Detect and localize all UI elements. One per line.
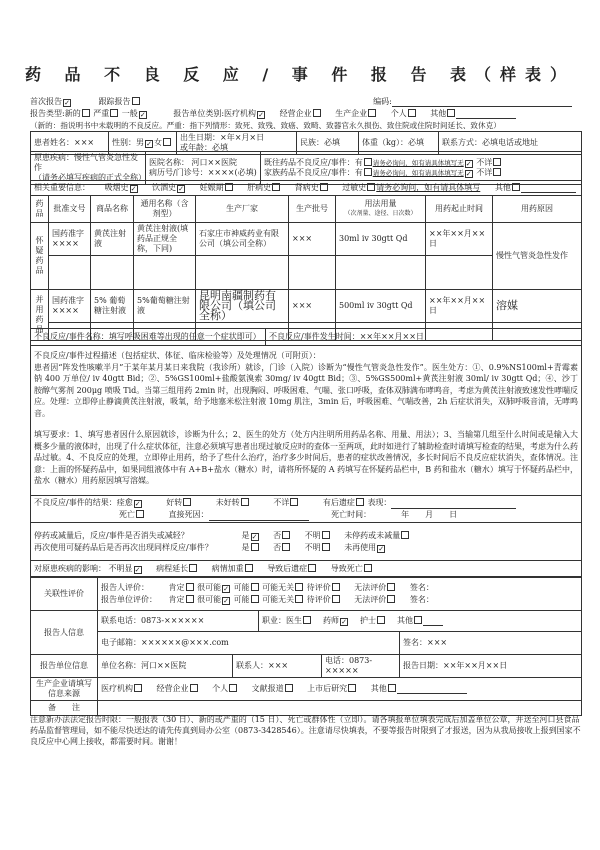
opt-possible: 可能 [233, 595, 250, 604]
unit-producer-checkbox[interactable] [368, 109, 376, 117]
unit-unlikely-checkbox[interactable] [295, 595, 303, 603]
allergy-label: 过敏史 [342, 183, 367, 192]
unit-type-label: 报告单位类别: [173, 109, 225, 118]
period-col-header: 用药起止时间 [426, 196, 493, 223]
patient-weight[interactable]: 体重（kg）：必填 [359, 132, 439, 155]
q1-not-stopped-label: 未停药或未减量 [344, 530, 401, 540]
pregnancy-checkbox[interactable] [225, 183, 233, 191]
period-cell[interactable]: ××年××月××日 [426, 290, 493, 323]
type-label: 报告类型: [30, 109, 65, 118]
type-new-checkbox[interactable] [82, 109, 90, 117]
maker-cell[interactable]: 昆明南疆制药有限公司（填公司全称） [196, 290, 289, 323]
unit-contact[interactable]: 联系人：××× [233, 655, 322, 678]
reporter-job [259, 611, 582, 632]
age: 或年龄：必填 [180, 143, 228, 152]
unit-business-checkbox[interactable] [313, 109, 321, 117]
event-description[interactable] [31, 346, 582, 496]
result-unknown-label: 不详 [273, 498, 290, 507]
past-adr-unknown: 不详 [476, 158, 493, 167]
unit-eval-label: 报告单位评价： [101, 595, 157, 604]
direct-cause-field[interactable] [209, 520, 309, 521]
event-time[interactable]: 不良反应/事件发生时间：××年××月××日 [266, 329, 582, 346]
related-other-label: 其他 [494, 183, 511, 192]
type-general: 一般 [121, 109, 138, 118]
opt-certain: 肯定 [168, 595, 185, 604]
patient-ethnic[interactable]: 民族：必填 [297, 132, 359, 155]
impact-sequela-checkbox[interactable] [308, 564, 316, 572]
sex-female-label: 女 [154, 138, 162, 147]
drug-header-row [31, 196, 582, 223]
past-adr-label: 既往药品不良反应/事件：有 [264, 158, 363, 167]
opt-unlikely: 可能无关 [262, 595, 295, 604]
job-other-label: 其他 [397, 616, 413, 625]
suspect-label: 怀疑药品 [31, 223, 49, 290]
q1-no-label: 否 [273, 530, 282, 540]
related-info [31, 181, 582, 196]
impact-unclear-label: 不明显 [108, 563, 133, 573]
job-nurse-label: 护士 [360, 616, 376, 625]
report-kind-line [30, 96, 590, 107]
job-pharmacist-checkbox[interactable] [340, 618, 348, 626]
q2-not-reused-checkbox[interactable] [377, 545, 385, 553]
related-other-checkbox[interactable] [512, 183, 520, 191]
maker-col-header: 生产厂家 [196, 196, 289, 223]
unit-other-checkbox[interactable] [447, 109, 455, 117]
unit-probable-checkbox[interactable] [222, 597, 230, 605]
type-new: 新的 [64, 109, 81, 118]
family-adr-none-checkbox[interactable] [465, 170, 473, 178]
q2-yes-checkbox[interactable] [251, 543, 259, 551]
liver-checkbox[interactable] [272, 183, 280, 191]
source-other-label: 其他 [370, 684, 387, 693]
drinking-checkbox[interactable] [177, 185, 185, 193]
dosage-cell[interactable]: 30ml iv 30gtt Qd [336, 223, 426, 256]
death-time-label: 死亡时间： [331, 510, 372, 519]
unit-label: 报告单位信息 [31, 655, 98, 678]
source-literature-label: 文献报道 [251, 684, 284, 693]
reporter-sign[interactable]: 签名：××× [400, 632, 582, 655]
empty-cell[interactable] [91, 256, 134, 290]
not-improved-checkbox[interactable] [241, 498, 249, 506]
empty-cell[interactable] [134, 256, 196, 290]
q1-unclear-label: 不明 [304, 530, 321, 540]
severity-note: （新的：指说明书中未载明的不良反应。严重：指下列情形：致死、致残、致癌、致畸、致器官永久损伤、致住院或住院时间延长、致休克） [30, 121, 501, 130]
job-other-checkbox[interactable] [414, 616, 422, 624]
pregnancy-label: 妊娠期 [199, 183, 224, 192]
reason-cell[interactable]: 溶媒 [493, 290, 582, 323]
first-report-checkbox[interactable] [63, 99, 71, 107]
follow-report-label: 跟踪报告 [98, 97, 131, 106]
family-adr-unknown: 不详 [476, 168, 493, 177]
reporter-label: 报告人信息 [31, 611, 98, 655]
past-adr-note: 请务必询问，如有请具体填写无 [372, 159, 464, 167]
batch-col-header: 生产批号 [289, 196, 336, 223]
reason-col-header: 用药原因 [493, 196, 582, 223]
unit-medical-checkbox[interactable] [257, 111, 265, 119]
result-label: 不良反应/事件的结果： [34, 498, 117, 507]
past-adr-yes-checkbox[interactable] [364, 158, 372, 166]
patient-contact[interactable]: 联系方式：必填电话或地址 [439, 132, 582, 155]
reporter-pending-checkbox[interactable] [332, 583, 340, 591]
reporter-possible-checkbox[interactable] [251, 583, 259, 591]
source-options [98, 678, 582, 701]
death-time-field[interactable]: 年 月 日 [401, 510, 458, 519]
assoc-label: 关联性评价 [31, 578, 98, 611]
kidney-checkbox[interactable] [320, 183, 328, 191]
source-medical-checkbox[interactable] [134, 684, 142, 692]
brand-cell[interactable]: 黄芪注射液 [91, 223, 134, 256]
type-general-checkbox[interactable] [139, 111, 147, 119]
bottom-table [30, 577, 582, 716]
reporter-phone[interactable]: 联系电话：0873-×××××× [98, 611, 259, 632]
reporter-unassessable-checkbox[interactable] [387, 583, 395, 591]
generic-col-header: 通用名称（含剂型） [134, 196, 196, 223]
unit-other: 其他 [430, 109, 447, 118]
related-info-table [30, 180, 582, 196]
not-improved-label: 未好转 [215, 498, 240, 507]
empty-cell[interactable] [289, 256, 336, 290]
brand-cell[interactable]: 5% 葡萄糖注射液 [91, 290, 134, 323]
smoking-label: 吸烟史 [104, 183, 129, 192]
unit-date[interactable]: 报告日期：××年××月××日 [400, 655, 582, 678]
q2-unclear-checkbox[interactable] [322, 543, 330, 551]
approval-cell[interactable]: 国药准字×××× [49, 223, 91, 256]
job-other-field[interactable] [423, 625, 443, 626]
disease-impact [31, 561, 582, 577]
q1-yes-checkbox[interactable] [251, 533, 259, 541]
dosage-subheader: （次剂量、途径、日次数） [344, 210, 417, 217]
code-label: 编码: [373, 97, 392, 106]
dosage-header: 用法用量 [364, 199, 397, 208]
source-person-label: 个人 [212, 684, 229, 693]
job-doctor-label: 医生 [286, 616, 302, 625]
q1-not-stopped-checkbox[interactable] [401, 531, 409, 539]
sequela-label: 有后遗症 [322, 498, 355, 507]
impact-worsened-label: 病情加重 [211, 563, 244, 573]
unit-name[interactable]: 单位名称：河口××医院 [98, 655, 233, 678]
suspect-drug-row [31, 223, 582, 256]
empty-cell[interactable] [196, 256, 289, 290]
batch-cell[interactable]: ××× [289, 290, 336, 323]
improved-label: 好转 [166, 498, 183, 507]
birth-date: 出生日期：×年×月×日 [180, 133, 265, 142]
impact-worsened-checkbox[interactable] [245, 564, 253, 572]
reporter-eval-label: 报告人评价： [101, 583, 149, 592]
sex-male-checkbox[interactable] [145, 140, 153, 148]
description-title: 不良反应/事件过程描述（包括症状、体征、临床检验等）及处理情况（可附页）： [34, 351, 321, 360]
followup-questions [31, 523, 582, 561]
impact-label: 对原患疾病的影响： [34, 563, 106, 573]
batch-cell[interactable]: ××× [289, 223, 336, 256]
job-label: 职业： [262, 616, 286, 625]
form-title: 药 品 不 良 反 应 / 事 件 报 告 表（样表） [24, 65, 576, 84]
family-adr-note: 请务必询问，如有请具体填写无 [372, 169, 464, 177]
follow-report-checkbox[interactable] [132, 97, 140, 105]
unit-possible-checkbox[interactable] [251, 595, 259, 603]
empty-cell[interactable] [49, 256, 91, 290]
description-text: 患者因“阵发性咳嗽半月”于某年某月某日来我院（我诊所）就诊，门诊（入院）诊断为“慢性气管炎急性发作”。医生处方：①、0.9%NS100ml+青霉素钠 400 万单位/ iv 40gtt Bid；②、5%GS100ml+盐酸氨溴索 30mg/ iv 40gtt Bid；③、5%GS500ml+黄芪注射液 30ml/ iv 30gtt Qd；④、沙丁胺醇气雾剂 200μg 喷吸 Tid。当第三组用药 2min 时，出现胸闷、呼吸困难、气喘、张口呼吸，查体双肺满布哮鸣音，考虑为黄芪注射液致速发性哮喘反应。处理：立即停止静滴黄芪注射液，吸氧，给予地塞米松注射液 10mg 肌注，3min 后，呼吸困难、气喘改善，2h 后症状消失，双肺呼吸音清，无哮鸣音。 [34, 362, 578, 418]
unit-pending-checkbox[interactable] [332, 595, 340, 603]
opt-pending: 待评价 [306, 595, 331, 604]
direct-cause-label: 直接死因： [168, 510, 209, 519]
maker-cell[interactable]: 石家庄市神威药业有限公司（填公司全称） [196, 223, 289, 256]
family-adr-label: 家族药品不良反应/事件：有 [264, 168, 363, 177]
related-label: 相关重要信息： [34, 183, 90, 192]
smoking-checkbox[interactable] [130, 185, 138, 193]
first-report-label: 首次报告 [30, 97, 62, 106]
q2-no-label: 否 [273, 542, 282, 552]
event-name[interactable]: 不良反应/事件名称：填写呼吸困难等出现的任意一个症状即可） [31, 329, 266, 346]
sequela-checkbox[interactable] [356, 498, 364, 506]
sex-male-label: 性别：男 [112, 138, 144, 147]
opt-unlikely: 可能无关 [262, 583, 295, 592]
family-adr-yes-checkbox[interactable] [364, 168, 372, 176]
reporter-probable-checkbox[interactable] [222, 585, 230, 593]
brand-col-header: 商品名称 [91, 196, 134, 223]
death-label: 死亡 [119, 510, 135, 519]
drug-table [30, 195, 582, 341]
source-postmarket-label: 上市后研究 [307, 684, 348, 693]
cured-checkbox[interactable] [134, 500, 142, 508]
type-serious: 严重 [93, 109, 110, 118]
fill-requirements: 填写要求：1、填写患者因什么原因就诊，诊断为什么；2、医生的处方（处方内注明所用药品名称、用量、用法）；3、当输第几组至什么时间或是输入大概多少量的液体时，出现了什么症状体征，注意必须填写患者出现过敏反应时的查体一至两项，此时如进行了辅助检查时请填写检查的结果，考虑为什么药品过敏。4、不良反应的处理，立即停止用药，给予了些什么治疗，治疗多少时间后，患者的症状改善情况，多长时间后不良反应症状消失，查体情况。注意：上面的怀疑药品中，如果同组液体中有 A+B+盐水（糖水）时，请将所怀疑的 A 药填写在怀疑药品栏中，B 药和盐水（糖水）填写于怀疑药品栏中，盐水（糖水）用药原因填写溶媒。 [34, 430, 578, 485]
impact-death-label: 导致死亡 [330, 563, 363, 573]
family-adr-unknown-checkbox[interactable] [493, 168, 501, 176]
concomitant-drug-row [31, 290, 582, 323]
unit-sign-label: 签名： [409, 595, 434, 604]
impact-unclear-checkbox[interactable] [134, 566, 142, 574]
source-business-label: 经营企业 [156, 684, 189, 693]
allergy-checkbox[interactable] [367, 183, 375, 191]
liver-label: 肝病史 [247, 183, 272, 192]
manifest-label: 表现： [367, 498, 392, 507]
unit-medical: 医疗机构 [224, 109, 257, 118]
question-stop-drug: 停药或减量后，反应/事件是否消失或减轻？ [34, 530, 189, 540]
source-other-field[interactable] [397, 693, 467, 694]
code-field[interactable] [392, 106, 572, 107]
reporter-unlikely-checkbox[interactable] [295, 583, 303, 591]
disease-note: （请务必填写疾病的正式全称） [34, 173, 146, 182]
dosage-cell[interactable]: 500ml iv 30gtt Qd [336, 290, 426, 323]
report-type-line [30, 108, 590, 119]
q2-yes-label: 是 [241, 542, 250, 552]
q1-unclear-checkbox[interactable] [322, 531, 330, 539]
job-doctor-checkbox[interactable] [303, 616, 311, 624]
opt-pending: 待评价 [306, 583, 331, 592]
kidney-label: 肾病史 [294, 183, 319, 192]
empty-cell[interactable] [426, 256, 493, 290]
sex-female-checkbox[interactable] [163, 138, 171, 146]
reporter-email[interactable]: 电子邮箱：××××××@×××.com [98, 632, 400, 655]
impact-death-checkbox[interactable] [364, 564, 372, 572]
source-business-checkbox[interactable] [190, 684, 198, 692]
patient-name[interactable]: 患者姓名：××× [31, 132, 109, 155]
improved-checkbox[interactable] [183, 498, 191, 506]
drinking-label: 饮酒史 [152, 183, 177, 192]
disease-value: 原患疾病：慢性气管炎急性发作 [34, 153, 138, 172]
job-nurse-checkbox[interactable] [377, 616, 385, 624]
hospital-name: 医院名称： 河口××医院 [149, 158, 237, 167]
past-adr-unknown-checkbox[interactable] [493, 158, 501, 166]
footer-note: 注意新办法法定报告时限：一般报表（30 日）、新的或严重的（15 日）、死亡或群体性（立即）。请各填报单位填表完成后加盖单位公章，并送至河口县食品药品监督管理局，如不能尽快送达的请先传真到局办公室（0873-3428546）。注意请尽快填表，不要等报告时限到了才报送，因为从我局接收上报到国家不良反应中心网上接收，都需要时间。谢谢！ [30, 715, 581, 746]
unit-business: 经营企业 [279, 109, 312, 118]
source-literature-checkbox[interactable] [285, 684, 293, 692]
unit-person-checkbox[interactable] [408, 109, 416, 117]
generic-cell[interactable]: 5%葡萄糖注射液 [134, 290, 196, 323]
unit-person: 个人 [390, 109, 407, 118]
remark-label: 备 注 [31, 701, 98, 716]
source-person-checkbox[interactable] [229, 684, 237, 692]
source-other-checkbox[interactable] [388, 684, 396, 692]
approval-col-header: 批准文号 [49, 196, 91, 223]
related-other-field[interactable] [521, 192, 576, 193]
record-number: 病历号/门诊号：××××(必填) [149, 168, 257, 177]
reporter-sign-label: 签名： [409, 583, 434, 592]
allergy-note: 请务必询问，如有请具体填写 [376, 183, 481, 192]
source-label: 生产企业请填写信息来源 [31, 678, 98, 701]
result-unknown-checkbox[interactable] [290, 498, 298, 506]
q1-yes-label: 是 [241, 530, 250, 540]
impact-sequela-label: 导致后遗症 [267, 563, 308, 573]
reason-cell[interactable]: 慢性气管炎急性发作 [493, 223, 582, 290]
past-adr-none-checkbox[interactable] [465, 160, 473, 168]
source-postmarket-checkbox[interactable] [348, 684, 356, 692]
q2-unclear-label: 不明 [304, 542, 321, 552]
empty-cell[interactable] [336, 256, 426, 290]
q2-not-reused-label: 未再使用 [344, 542, 377, 552]
cured-label: 痊愈 [116, 498, 133, 507]
event-result [31, 496, 582, 523]
event-table [30, 328, 582, 577]
type-serious-checkbox[interactable] [110, 109, 118, 117]
job-pharmacist-label: 药师 [323, 616, 339, 625]
assoc-evaluation [98, 578, 582, 611]
concomitant-label: 并用药品 [31, 290, 49, 341]
opt-unassessable: 无法评价 [354, 583, 387, 592]
q1-no-checkbox[interactable] [282, 531, 290, 539]
period-cell[interactable]: ××年××月××日 [426, 223, 493, 256]
unit-producer: 生产企业 [335, 109, 368, 118]
unit-other-field[interactable] [456, 118, 516, 119]
dosage-col-header [336, 196, 426, 223]
approval-cell[interactable]: 国药准字×××× [49, 290, 91, 323]
unit-phone[interactable]: 电话：0873-××××× [322, 655, 400, 678]
opt-probable: 很可能 [197, 595, 222, 604]
opt-certain: 肯定 [168, 583, 185, 592]
source-medical-label: 医疗机构 [101, 684, 133, 693]
unit-unassessable-checkbox[interactable] [387, 595, 395, 603]
opt-probable: 很可能 [197, 583, 222, 592]
impact-prolonged-checkbox[interactable] [189, 564, 197, 572]
drug-col-header: 药品 [31, 196, 49, 223]
q2-no-checkbox[interactable] [282, 543, 290, 551]
death-checkbox[interactable] [136, 510, 144, 518]
reporter-certain-checkbox[interactable] [186, 583, 194, 591]
question-rechallenge: 再次使用可疑药品后是否再次出现同样反应/事件？ [34, 542, 213, 552]
unit-certain-checkbox[interactable] [186, 595, 194, 603]
opt-possible: 可能 [233, 583, 250, 592]
impact-prolonged-label: 病程延长 [156, 563, 189, 573]
opt-unassessable: 无法评价 [354, 595, 387, 604]
generic-cell[interactable]: 黄芪注射液(填药品正规全称，下同) [134, 223, 196, 256]
